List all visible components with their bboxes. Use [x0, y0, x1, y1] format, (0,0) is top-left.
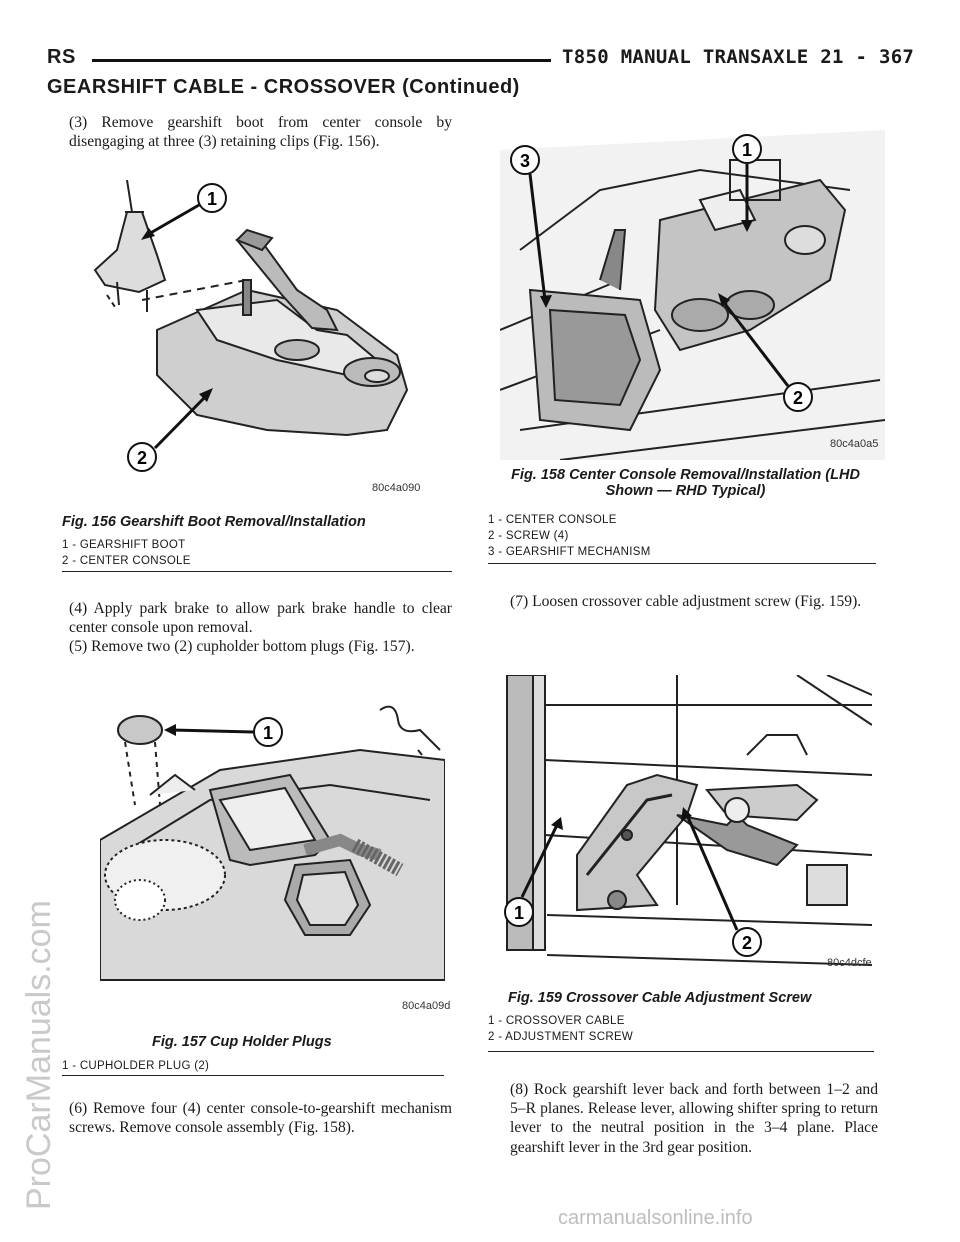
figure-156-rule: [62, 571, 452, 572]
figure-157-legend-1: 1 - CUPHOLDER PLUG (2): [62, 1060, 210, 1072]
figure-159-code: 80c4dcfe: [827, 957, 872, 969]
figure-158-illustration: [500, 130, 885, 460]
figure-156-code: 80c4a090: [372, 482, 421, 494]
header-section-code: RS: [47, 46, 76, 68]
figure-159-illustration: [497, 675, 872, 975]
fig158-callout-1: 1: [741, 140, 753, 160]
figure-157-illustration: [100, 690, 445, 1020]
steps-4-5: [47, 599, 452, 657]
figure-158-caption-line-1: Fig. 158 Center Console Removal/Installation (LHD: [511, 467, 860, 483]
figure-159-legend-1: 1 - CROSSOVER CABLE: [488, 1015, 625, 1027]
figure-159-rule: [488, 1051, 874, 1052]
side-watermark: ProCarManuals.com: [20, 900, 58, 1210]
figure-156-legend: [62, 537, 191, 569]
figure-158-legend-2: 2 - SCREW (4): [488, 530, 569, 542]
fig159-callout-2: 2: [741, 933, 753, 953]
step-3-text: (3) Remove gearshift boot from center console by disengaging at three (3) retaining clips (Fig. 156).: [69, 114, 452, 151]
step-6-text: (6) Remove four (4) center console-to-gearshift mechanism screws. Remove console assembly (Fig. 158).: [69, 1100, 452, 1137]
figure-158-legend-3: 3 - GEARSHIFT MECHANISM: [488, 546, 651, 558]
figure-158: [500, 130, 885, 460]
figure-157-legend: [62, 1058, 209, 1074]
figure-159-legend: [488, 1013, 633, 1045]
figure-157-rule: [62, 1075, 444, 1076]
step-7-text: (7) Loosen crossover cable adjustment screw (Fig. 159).: [510, 593, 862, 610]
step-3: [47, 113, 452, 151]
figure-158-caption: [488, 467, 883, 499]
fig156-callout-2: 2: [136, 448, 148, 468]
header-rule: [92, 59, 551, 62]
step-5-text: (5) Remove two (2) cupholder bottom plugs (Fig. 157).: [69, 638, 415, 656]
figure-156-legend-2: 2 - CENTER CONSOLE: [62, 555, 191, 567]
step-8-text: (8) Rock gearshift lever back and forth between 1–2 and 5–R planes. Release lever, allowing shifter spring to return lever to the neutral position in the 3–4 plane. Place gearshift lever in the 3rd gear position.: [510, 1081, 878, 1156]
step-6: [47, 1099, 452, 1137]
figure-156-caption: Fig. 156 Gearshift Boot Removal/Installation: [62, 514, 366, 530]
figure-158-caption-line-2: Shown — RHD Typical): [605, 483, 766, 499]
figure-159-caption: Fig. 159 Crossover Cable Adjustment Screw: [508, 990, 812, 1006]
figure-157: [100, 690, 451, 1020]
figure-158-legend: [488, 512, 651, 560]
figure-157-code: 80c4a09d: [402, 1000, 451, 1012]
figure-156-legend-1: 1 - GEARSHIFT BOOT: [62, 539, 186, 551]
figure-156-illustration: [47, 160, 452, 505]
fig157-callout-1: 1: [262, 723, 274, 743]
header-title: T850 MANUAL TRANSAXLE 21 - 367: [562, 46, 915, 68]
figure-159: [497, 675, 872, 975]
step-7: [488, 592, 878, 611]
fig158-callout-2: 2: [792, 388, 804, 408]
figure-158-code: 80c4a0a5: [830, 438, 879, 450]
fig159-callout-1: 1: [513, 903, 525, 923]
figure-158-rule: [488, 563, 876, 564]
section-title: GEARSHIFT CABLE - CROSSOVER (Continued): [47, 76, 520, 98]
fig158-callout-3: 3: [519, 151, 531, 171]
figure-158-legend-1: 1 - CENTER CONSOLE: [488, 514, 617, 526]
footer-watermark: carmanualsonline.info: [558, 1207, 753, 1229]
step-4-text: (4) Apply park brake to allow park brake handle to clear center console upon removal.: [69, 600, 452, 637]
step-8: [488, 1080, 878, 1157]
fig156-callout-1: 1: [206, 189, 218, 209]
figure-157-caption: Fig. 157 Cup Holder Plugs: [152, 1034, 332, 1050]
figure-156: [47, 160, 452, 505]
figure-159-legend-2: 2 - ADJUSTMENT SCREW: [488, 1031, 634, 1043]
